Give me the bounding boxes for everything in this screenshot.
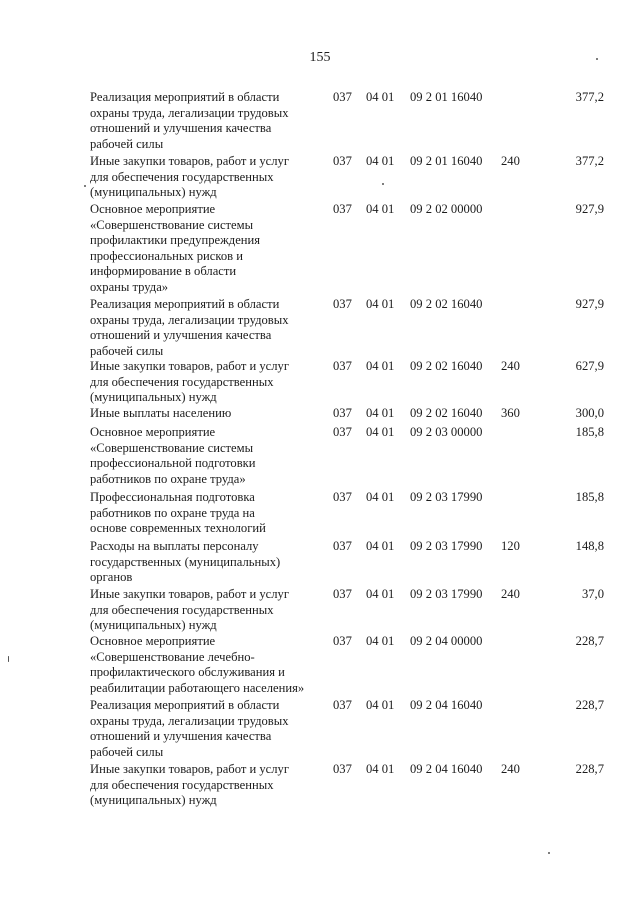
ministry-code: 037 <box>333 634 352 648</box>
target-article-code: 09 2 02 00000 <box>410 202 483 216</box>
section-code: 04 01 <box>366 359 395 373</box>
row-name: Основное мероприятие «Совершенствование лечебно- профилактического обслуживания и реабилитации работающего населения» <box>90 634 305 695</box>
scan-speck <box>548 852 550 854</box>
page-number: 155 <box>309 50 331 65</box>
amount: 37,0 <box>581 587 604 601</box>
section-code: 04 01 <box>366 425 395 439</box>
ministry-code: 037 <box>333 762 352 776</box>
amount: 185,8 <box>575 425 604 439</box>
row-name: Реализация мероприятий в области охраны труда, легализации трудовых отношений и улучшения качества рабочей силы <box>90 90 289 151</box>
target-article-code: 09 2 02 16040 <box>410 297 483 311</box>
ministry-code: 037 <box>333 202 352 216</box>
row-name: Реализация мероприятий в области охраны труда, легализации трудовых отношений и улучшения качества рабочей силы <box>90 698 289 759</box>
target-article-code: 09 2 04 16040 <box>410 762 483 776</box>
amount: 927,9 <box>575 297 604 311</box>
expense-type-code: 120 <box>501 539 520 553</box>
section-code: 04 01 <box>366 539 395 553</box>
scan-speck <box>8 656 9 662</box>
ministry-code: 037 <box>333 425 352 439</box>
target-article-code: 09 2 03 00000 <box>410 425 483 439</box>
expense-type-code: 360 <box>501 406 520 420</box>
section-code: 04 01 <box>366 202 395 216</box>
ministry-code: 037 <box>333 359 352 373</box>
ministry-code: 037 <box>333 297 352 311</box>
target-article-code: 09 2 02 16040 <box>410 359 483 373</box>
row-name: Расходы на выплаты персоналу государственных (муниципальных) органов <box>90 539 281 585</box>
section-code: 04 01 <box>366 634 395 648</box>
amount: 377,2 <box>575 154 604 168</box>
ministry-code: 037 <box>333 698 352 712</box>
target-article-code: 09 2 04 00000 <box>410 634 483 648</box>
target-article-code: 09 2 01 16040 <box>410 90 483 104</box>
target-article-code: 09 2 03 17990 <box>410 587 483 601</box>
row-name: Профессиональная подготовка работников по охране труда на основе современных технологий <box>90 490 266 536</box>
amount: 627,9 <box>575 359 604 373</box>
scan-speck <box>596 58 598 60</box>
section-code: 04 01 <box>366 90 395 104</box>
amount: 185,8 <box>575 490 604 504</box>
section-code: 04 01 <box>366 406 395 420</box>
row-name: Иные закупки товаров, работ и услуг для обеспечения государственных (муниципальных) нужд <box>90 587 290 633</box>
expense-type-code: 240 <box>501 154 520 168</box>
ministry-code: 037 <box>333 539 352 553</box>
amount: 228,7 <box>575 762 604 776</box>
amount: 228,7 <box>575 698 604 712</box>
ministry-code: 037 <box>333 587 352 601</box>
section-code: 04 01 <box>366 762 395 776</box>
amount: 927,9 <box>575 202 604 216</box>
row-name: Реализация мероприятий в области охраны труда, легализации трудовых отношений и улучшения качества рабочей силы <box>90 297 289 358</box>
amount: 300,0 <box>575 406 604 420</box>
section-code: 04 01 <box>366 154 395 168</box>
row-name: Иные закупки товаров, работ и услуг для обеспечения государственных (муниципальных) нужд <box>90 154 290 200</box>
scan-speck <box>84 185 86 187</box>
expense-type-code: 240 <box>501 587 520 601</box>
ministry-code: 037 <box>333 406 352 420</box>
row-name: Основное мероприятие «Совершенствование системы профилактики предупреждения профессиональных рисков и информирование в области охраны труда» <box>90 202 261 294</box>
row-name: Основное мероприятие «Совершенствование системы профессиональной подготовки работников по охране труда» <box>90 425 256 486</box>
target-article-code: 09 2 03 17990 <box>410 490 483 504</box>
target-article-code: 09 2 04 16040 <box>410 698 483 712</box>
target-article-code: 09 2 01 16040 <box>410 154 483 168</box>
target-article-code: 09 2 03 17990 <box>410 539 483 553</box>
amount: 228,7 <box>575 634 604 648</box>
target-article-code: 09 2 02 16040 <box>410 406 483 420</box>
section-code: 04 01 <box>366 297 395 311</box>
ministry-code: 037 <box>333 90 352 104</box>
row-name: Иные закупки товаров, работ и услуг для обеспечения государственных (муниципальных) нужд <box>90 359 290 405</box>
section-code: 04 01 <box>366 587 395 601</box>
scan-speck <box>382 183 384 185</box>
row-name: Иные выплаты населению <box>90 406 232 420</box>
ministry-code: 037 <box>333 154 352 168</box>
expense-type-code: 240 <box>501 359 520 373</box>
section-code: 04 01 <box>366 490 395 504</box>
row-name: Иные закупки товаров, работ и услуг для обеспечения государственных (муниципальных) нужд <box>90 762 290 808</box>
ministry-code: 037 <box>333 490 352 504</box>
expense-type-code: 240 <box>501 762 520 776</box>
amount: 148,8 <box>575 539 604 553</box>
amount: 377,2 <box>575 90 604 104</box>
section-code: 04 01 <box>366 698 395 712</box>
